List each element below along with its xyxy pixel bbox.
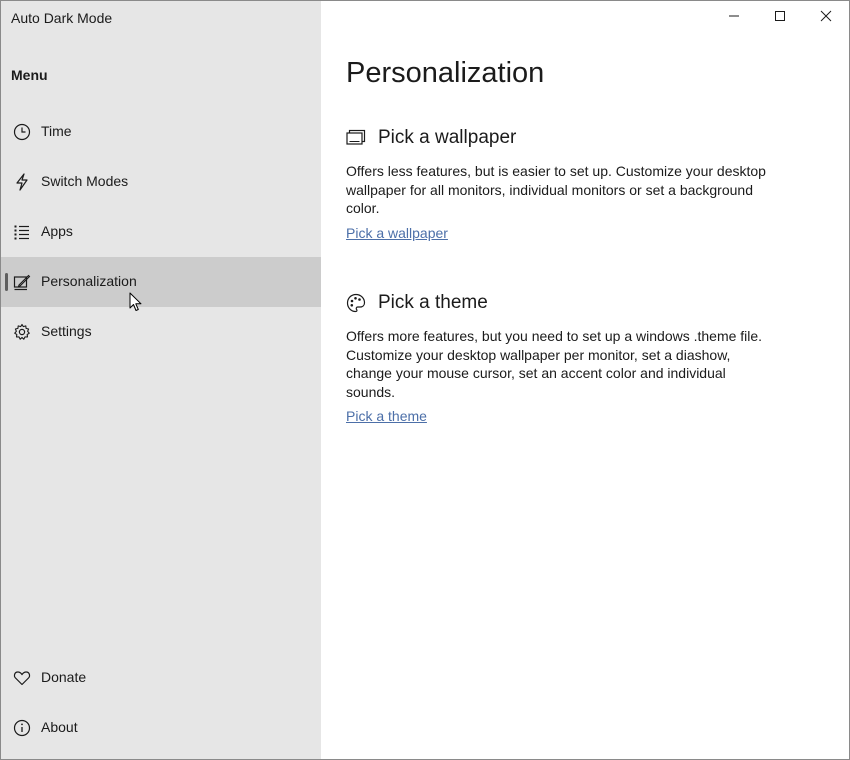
- sidebar-item-label: About: [41, 719, 78, 735]
- close-button[interactable]: [803, 1, 849, 35]
- menu-header: Menu: [11, 67, 48, 83]
- section-header-wallpaper: [346, 127, 516, 149]
- sidebar-item-switch-modes[interactable]: [1, 157, 321, 207]
- sidebar: [1, 1, 321, 759]
- sidebar-item-settings[interactable]: [1, 307, 321, 357]
- sidebar-item-personalization[interactable]: [1, 257, 321, 307]
- section-header-theme: [346, 292, 488, 314]
- sidebar-item-about[interactable]: [1, 703, 321, 753]
- mouse-cursor-icon: [129, 292, 143, 317]
- sidebar-item-label: Switch Modes: [41, 173, 129, 189]
- sidebar-item-label: Personalization: [41, 273, 137, 289]
- heart-icon: [12, 668, 32, 688]
- page-title: Personalization: [346, 57, 545, 89]
- section-title: Pick a theme: [378, 292, 488, 313]
- sidebar-item-time[interactable]: [1, 107, 321, 157]
- palette-icon: [346, 292, 368, 314]
- list-icon: [12, 222, 32, 242]
- pick-theme-link[interactable]: Pick a theme: [346, 408, 427, 424]
- section-title: Pick a wallpaper: [378, 127, 517, 148]
- minimize-button[interactable]: [711, 1, 757, 35]
- info-icon: [12, 718, 32, 738]
- sidebar-item-label: Time: [41, 123, 72, 139]
- sidebar-item-label: Donate: [41, 669, 87, 685]
- wallpaper-icon: [346, 127, 368, 149]
- gear-icon: [12, 322, 32, 342]
- close-icon: [820, 9, 832, 27]
- minimize-icon: [728, 9, 740, 27]
- lightning-icon: [12, 172, 32, 192]
- sidebar-item-apps[interactable]: [1, 207, 321, 257]
- maximize-icon: [774, 9, 786, 27]
- sidebar-item-label: Settings: [41, 323, 92, 339]
- section-description: Offers less features, but is easier to set up. Customize your desktop wallpaper for all monitors, individual monitors or set a background color.: [346, 163, 766, 217]
- app-title: Auto Dark Mode: [11, 10, 113, 26]
- maximize-button[interactable]: [757, 1, 803, 35]
- sidebar-item-label: Apps: [41, 223, 73, 239]
- personalize-icon: [12, 272, 32, 292]
- sidebar-item-donate[interactable]: [1, 653, 321, 703]
- section-description: Offers more features, but you need to set up a windows .theme file. Customize your desktop wallpaper per monitor, set a diashow, change your mouse cursor, set an accent color and individual sounds.: [346, 328, 763, 400]
- titlebar-controls: [711, 1, 849, 35]
- pick-wallpaper-link[interactable]: Pick a wallpaper: [346, 225, 448, 241]
- clock-icon: [12, 122, 32, 142]
